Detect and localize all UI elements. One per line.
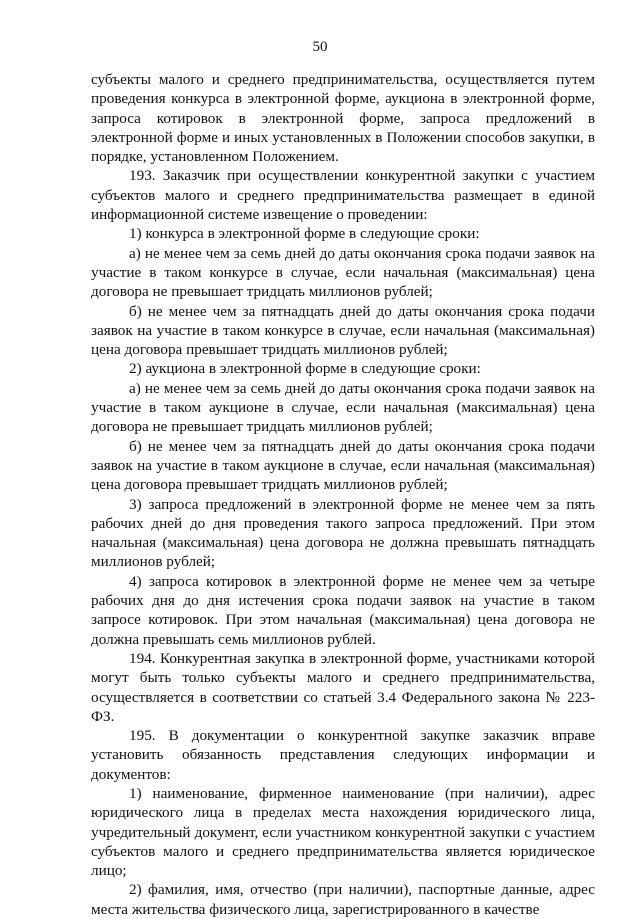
paragraph-193-item-1b: б) не менее чем за пятнадцать дней до даты окончания срока подачи заявок на участие в таком конкурсе в случае, если начальная (максимальная) цена договора превышает тридцать миллионов рублей; [91, 302, 595, 359]
paragraph-195: 195. В документации о конкурентной закупке заказчик вправе установить обязанность представления следующих информации и документов: [91, 727, 595, 783]
paragraph-193-item-2b: б) не менее чем за пятнадцать дней до даты окончания срока подачи заявок на участие в таком аукционе в случае, если начальная (максимальная) цена договора превышает тридцать миллионов рублей; [91, 437, 595, 494]
paragraph-195-item-2: 2) фамилия, имя, отчество (при наличии), паспортные данные, адрес места жительства физического лица, зарегистрированного в качестве [91, 881, 595, 918]
paragraph-193-item-3: 3) запроса предложений в электронной форме не менее чем за пять рабочих дней до дня проведения такого запроса предложений. При этом начальная (максимальная) цена договора не должна превышать пятнадцать миллионов рублей; [91, 495, 595, 571]
paragraph-193: 193. Заказчик при осуществлении конкурентной закупки с участием субъектов малого и среднего предпринимательства размещает в единой информационной системе извещение о проведении: [91, 167, 595, 224]
paragraph-continuation: субъекты малого и среднего предпринимательства, осуществляется путем проведения конкурса в электронной форме, аукциона в электронной форме, запроса котировок в электронной форме, запроса предложений в электронной форме и иных установленных в Положении способов закупки, в порядке, установленном Положением. [91, 71, 595, 166]
paragraph-193-item-1: 1) конкурса в электронной форме в следующие сроки: [129, 225, 480, 243]
paragraph-194: 194. Конкурентная закупка в электронной форме, участниками которой могут быть только субъекты малого и среднего предпринимательства, осуществляется в соответствии со статьей 3.4 Федерального закона № 223-ФЗ. [91, 649, 595, 725]
paragraph-193-item-1a: а) не менее чем за семь дней до даты окончания срока подачи заявок на участие в таком конкурсе в случае, если начальная (максимальная) цена договора не превышает тридцать миллионов рублей; [91, 244, 595, 301]
page-number: 50 [312, 39, 328, 55]
paragraph-193-item-4: 4) запроса котировок в электронной форме не менее чем за четыре рабочих дня до дня истечения срока подачи заявок на участие в таком запросе котировок. При этом начальная (максимальная) цена договора не должна превышать семь миллионов рублей. [91, 572, 595, 648]
paragraph-195-item-1: 1) наименование, фирменное наименование (при наличии), адрес юридического лица в пределах места нахождения юридического лица, учредительный документ, если участником конкурентной закупки с участием субъектов малого и среднего предпринимательства является юридическое лицо; [91, 784, 595, 880]
paragraph-193-item-2: 2) аукциона в электронной форме в следующие сроки: [129, 360, 481, 378]
paragraph-193-item-2a: а) не менее чем за семь дней до даты окончания срока подачи заявок на участие в таком аукционе в случае, если начальная (максимальная) цена договора не превышает тридцать миллионов рублей; [91, 379, 595, 436]
document-body [91, 70, 595, 919]
